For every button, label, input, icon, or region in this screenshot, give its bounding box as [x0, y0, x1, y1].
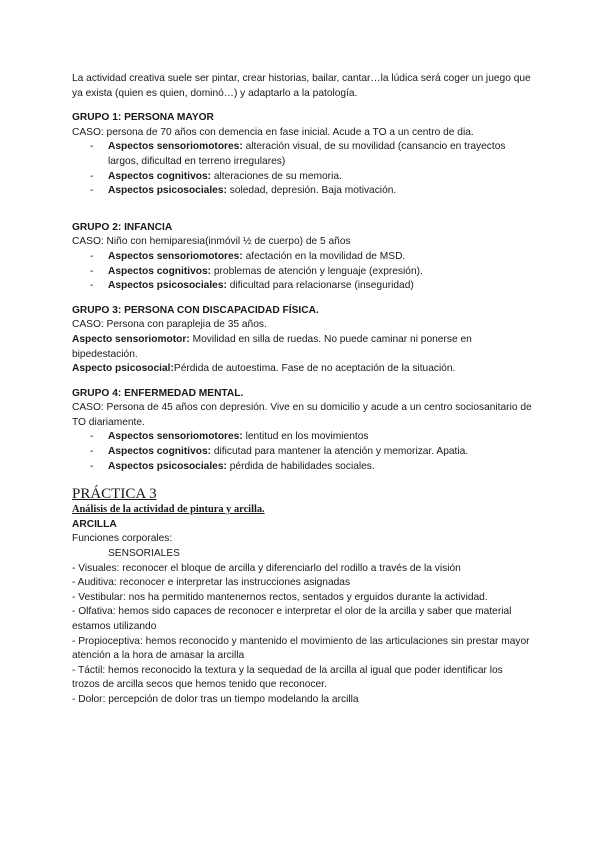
group-3-case: CASO: Persona con paraplejia de 35 años.	[72, 319, 267, 331]
line-olfativa: - Olfativa: hemos sido capaces de reconocer e interpretar el olor de la arcilla y saber que material estamos utilizando	[72, 606, 512, 632]
group-3-psicosocial	[72, 362, 532, 377]
item-label: Aspecto psicosocial:	[72, 363, 174, 375]
group-2-section	[72, 221, 532, 294]
practica-section	[72, 485, 532, 707]
group-1-case: CASO: persona de 70 años con demencia en fase inicial. Acude a TO a un centro de dia.	[72, 126, 474, 138]
item-label: Aspectos cognitivos:	[108, 265, 212, 277]
item-text: dificultad para relacionarse (inseguridad)	[226, 280, 414, 292]
line-visuales: - Visuales: reconocer el bloque de arcilla y diferenciarlo del rodillo a través de la visión	[72, 562, 461, 574]
line-tactil: - Táctil: hemos reconocido la textura y la sequedad de la arcilla al igual que poder identificar los trozos de arcilla secos que hemos tenido que reconocer.	[72, 664, 503, 691]
group-1-list	[72, 140, 532, 198]
item-label: Aspectos cognitivos:	[108, 170, 212, 182]
list-item: - Aspectos sensoriomotores: alteración visual, de su movilidad (cansancio en trayectos largos, dificultad en terreno irregulares)	[90, 141, 506, 167]
intro-paragraph: La actividad creativa suele ser pintar, crear historias, bailar, cantar…la lúdica será coger un juego que ya exista (quien es quien, dominó…) y adaptarlo a la patología.	[72, 73, 531, 99]
list-item: - Aspectos psicosociales: pérdida de habilidades sociales.	[90, 460, 375, 472]
group-4-section	[72, 387, 532, 475]
line-auditiva: - Auditiva: reconocer e interpretar las instrucciones asignadas	[72, 577, 351, 589]
item-label: Aspectos cognitivos:	[108, 446, 212, 458]
item-text: soledad, depresión. Baja motivación.	[226, 185, 397, 197]
item-text: afectación en la movilidad de MSD.	[242, 250, 406, 262]
item-label: Aspectos sensoriomotores:	[108, 431, 243, 443]
sensoriales-label: SENSORIALES	[108, 548, 180, 560]
group-2-list	[72, 250, 532, 294]
group-4-case: CASO: Persona de 45 años con depresión. Vive en su domicilio y acude a un centro sociosanitario de TO diariamente.	[72, 402, 532, 428]
list-item: - Aspectos cognitivos: problemas de atención y lenguaje (expresión).	[90, 265, 423, 277]
group-2-case: CASO: Niño con hemiparesia(inmóvil ½ de cuerpo) de 5 años	[72, 236, 351, 248]
item-label: Aspectos psicosociales:	[108, 185, 227, 197]
group-2-heading: GRUPO 2: INFANCIA	[72, 221, 173, 233]
practica-subtitle: Análisis de la actividad de pintura y arcilla.	[72, 504, 265, 516]
item-label: Aspectos psicosociales:	[108, 280, 227, 292]
item-text: Movilidad en silla de ruedas. No puede caminar ni ponerse en bipedestación.	[72, 333, 472, 360]
item-label: Aspectos sensoriomotores:	[108, 141, 243, 153]
item-text: alteraciones de su memoria.	[211, 170, 342, 182]
funciones-label: Funciones corporales:	[72, 533, 173, 545]
item-text: dificutad para mantener la atención y memorizar. Apatia.	[211, 446, 469, 458]
item-label: Aspectos sensoriomotores:	[108, 250, 243, 262]
list-item: - Aspectos psicosociales: soledad, depresión. Baja motivación.	[90, 185, 397, 197]
line-propioceptiva: - Propioceptiva: hemos reconocido y mantenido el movimiento de las articulaciones sin prestar mayor atención a la hora de amasar la arcilla	[72, 635, 530, 662]
item-text: Pérdida de autoestima. Fase de no aceptación de la situación.	[173, 363, 456, 375]
group-3-heading: GRUPO 3: PERSONA CON DISCAPACIDAD FÍSICA.	[72, 304, 319, 316]
list-item: - Aspectos sensoriomotores: afectación en la movilidad de MSD.	[90, 250, 406, 262]
list-item: - Aspectos cognitivos: dificutad para mantener la atención y memorizar. Apatia.	[90, 446, 469, 458]
practica-heading: PRÁCTICA 3	[72, 486, 157, 503]
line-dolor: - Dolor: percepción de dolor tras un tiempo modelando la arcilla	[72, 693, 359, 705]
item-text: pérdida de habilidades sociales.	[226, 460, 375, 472]
item-label: Aspectos psicosociales:	[108, 460, 227, 472]
group-4-list	[72, 430, 532, 474]
group-1-section	[72, 111, 532, 199]
list-item: - Aspectos psicosociales: dificultad para relacionarse (inseguridad)	[90, 280, 414, 292]
item-text: alteración visual, de su movilidad (cansancio en trayectos largos, dificultad en terreno irregulares)	[108, 141, 506, 167]
item-text: lentitud en los movimientos	[242, 431, 369, 443]
group-1-heading: GRUPO 1: PERSONA MAYOR	[72, 112, 214, 124]
document-page	[72, 72, 532, 708]
item-label: Aspecto sensoriomotor:	[72, 333, 190, 345]
line-vestibular: - Vestibular: nos ha permitido mantenernos rectos, sentados y erguidos durante la actividad.	[72, 591, 488, 603]
list-item: - Aspectos sensoriomotores: lentitud en los movimientos	[90, 431, 369, 443]
list-item: - Aspectos cognitivos: alteraciones de su memoria.	[90, 170, 342, 182]
arcilla-heading: ARCILLA	[72, 518, 117, 530]
group-4-heading: GRUPO 4: ENFERMEDAD MENTAL.	[72, 387, 244, 399]
group-3-sensoriomotor	[72, 333, 532, 362]
item-text: problemas de atención y lenguaje (expresión).	[211, 265, 423, 277]
group-3-section	[72, 304, 532, 377]
